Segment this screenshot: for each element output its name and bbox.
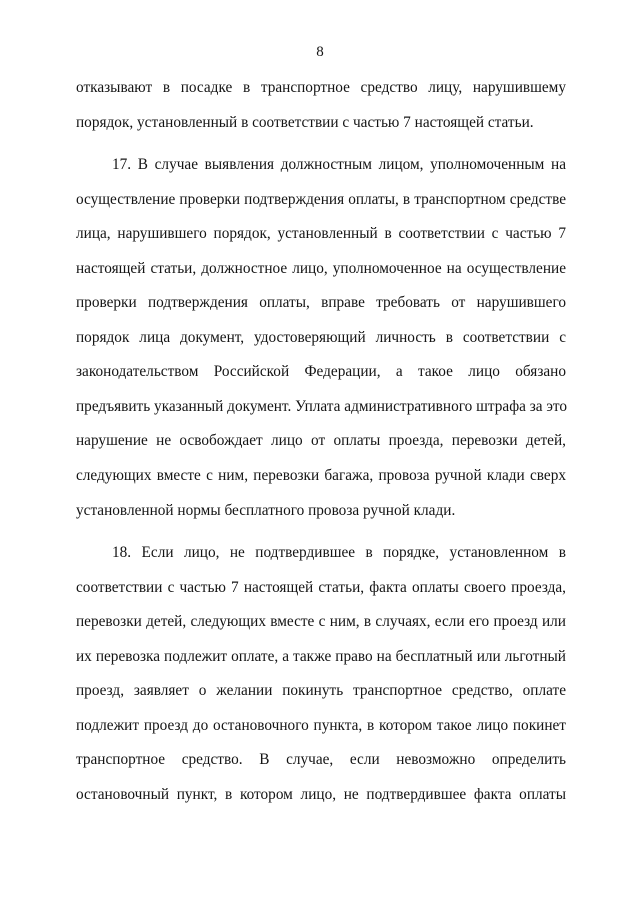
- page-number: 8: [316, 44, 324, 60]
- text-line: порядок, установленный в соответствии с частью 7 настоящей статьи.: [76, 113, 534, 131]
- text-line: перевозки детей, следующих вместе с ним, в случаях, если его проезд или: [76, 613, 566, 631]
- text-line: их перевозка подлежит оплате, а также право на бесплатный или льготный: [76, 647, 566, 665]
- text-line: предъявить указанный документ. Уплата административного штрафа за это: [76, 397, 568, 415]
- text-line: следующих вместе с ним, перевозки багажа, провоза ручной клади сверх: [76, 467, 566, 485]
- text-line: соответствии с частью 7 настоящей статьи, факта оплаты своего проезда,: [76, 578, 566, 596]
- text-line: законодательством Российской Федерации, а такое лицо обязано: [76, 363, 566, 381]
- text-line: лица, нарушившего порядок, установленный в соответствии с частью 7: [76, 225, 566, 243]
- text-line: проезд, заявляет о желании покинуть транспортное средство, оплате: [76, 682, 566, 700]
- paragraph-18-first-line: 18. Если лицо, не подтвердившее в порядке, установленном в: [112, 544, 566, 562]
- text-line: остановочный пункт, в котором лицо, не подтвердившее факта оплаты: [76, 785, 566, 803]
- body-text: [76, 75, 566, 816]
- text-line: осуществление проверки подтверждения оплаты, в транспортном средстве: [76, 190, 566, 208]
- paragraph-17-first-line: 17. В случае выявления должностным лицом, уполномоченным на: [112, 156, 566, 174]
- text-line: проверки подтверждения оплаты, вправе требовать от нарушившего: [76, 294, 566, 312]
- text-line: нарушение не освобождает лицо от оплаты проезда, перевозки детей,: [76, 432, 566, 450]
- text-line: установленной нормы бесплатного провоза ручной клади.: [76, 501, 456, 519]
- paragraph-gap: [76, 532, 566, 540]
- text-line: подлежит проезд до остановочного пункта, в котором такое лицо покинет: [76, 716, 566, 734]
- text-line: настоящей статьи, должностное лицо, уполномоченное на осуществление: [76, 259, 566, 277]
- text-line: транспортное средство. В случае, если невозможно определить: [76, 751, 566, 769]
- text-line: отказывают в посадке в транспортное средство лицу, нарушившему: [76, 79, 566, 96]
- text-line: порядок лица документ, удостоверяющий личность в соответствии с: [76, 328, 566, 346]
- paragraph-gap: [76, 144, 566, 152]
